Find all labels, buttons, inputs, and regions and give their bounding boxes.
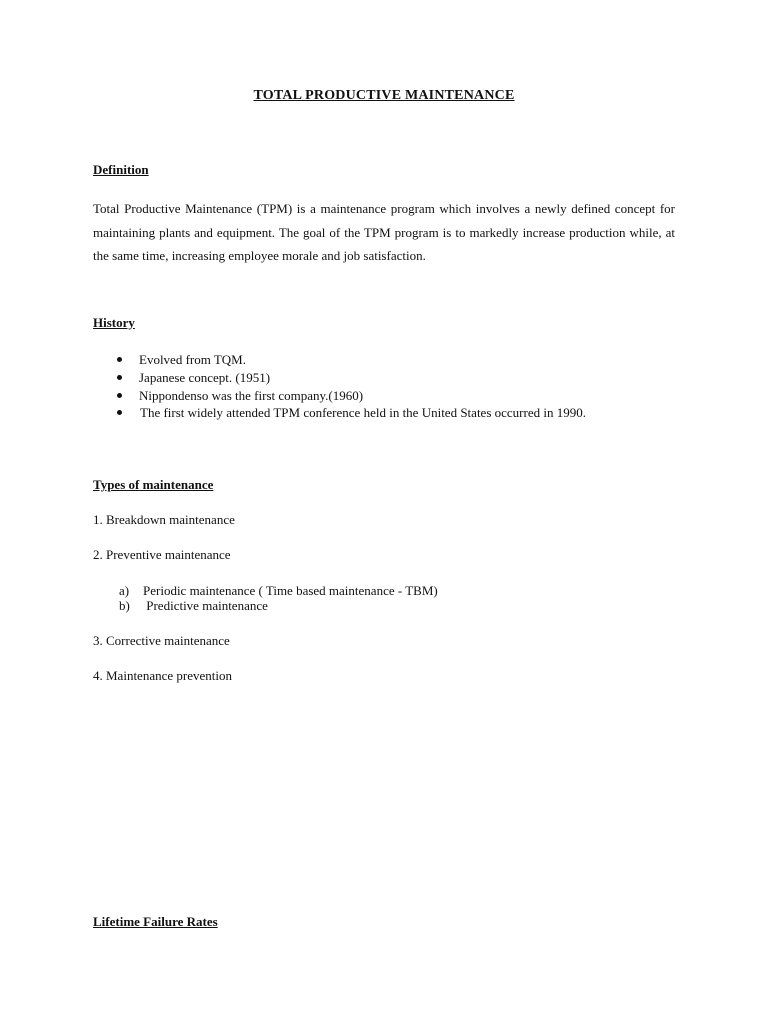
- types-heading: Types of maintenance: [93, 477, 214, 492]
- bullet-icon: [117, 357, 122, 362]
- maintenance-type-item: 1. Breakdown maintenance: [93, 512, 235, 527]
- subitem-marker: a): [119, 583, 130, 598]
- page-title: TOTAL PRODUCTIVE MAINTENANCE: [253, 88, 515, 103]
- history-item-text: Evolved from TQM.: [139, 352, 246, 367]
- history-heading: History: [93, 315, 135, 330]
- history-item-text: The first widely attended TPM conference held in the United States occurred in 1990.: [140, 405, 586, 420]
- subitem-marker: b): [119, 598, 130, 613]
- maintenance-type-item: 4. Maintenance prevention: [93, 668, 232, 683]
- lifetime-heading: Lifetime Failure Rates: [93, 914, 218, 929]
- subitem-text: Periodic maintenance ( Time based maintenance - TBM): [143, 583, 438, 598]
- subitem-text: Predictive maintenance: [143, 598, 268, 613]
- history-item-text: Nippondenso was the first company.(1960): [139, 388, 364, 403]
- maintenance-type-item: 3. Corrective maintenance: [93, 633, 230, 648]
- maintenance-type-item: 2. Preventive maintenance: [93, 547, 231, 562]
- definition-paragraph: Total Productive Maintenance (TPM) is a maintenance program which involves a newly defined concept for maintaining plants and equipment. The goal of the TPM program is to markedly increase production while, at the same time, increasing employee morale and job satisfaction.: [93, 201, 675, 263]
- bullet-icon: [117, 375, 122, 380]
- bullet-icon: [117, 410, 122, 415]
- definition-heading: Definition: [93, 162, 149, 177]
- bullet-icon: [117, 393, 122, 398]
- history-item-text: Japanese concept. (1951): [139, 370, 271, 385]
